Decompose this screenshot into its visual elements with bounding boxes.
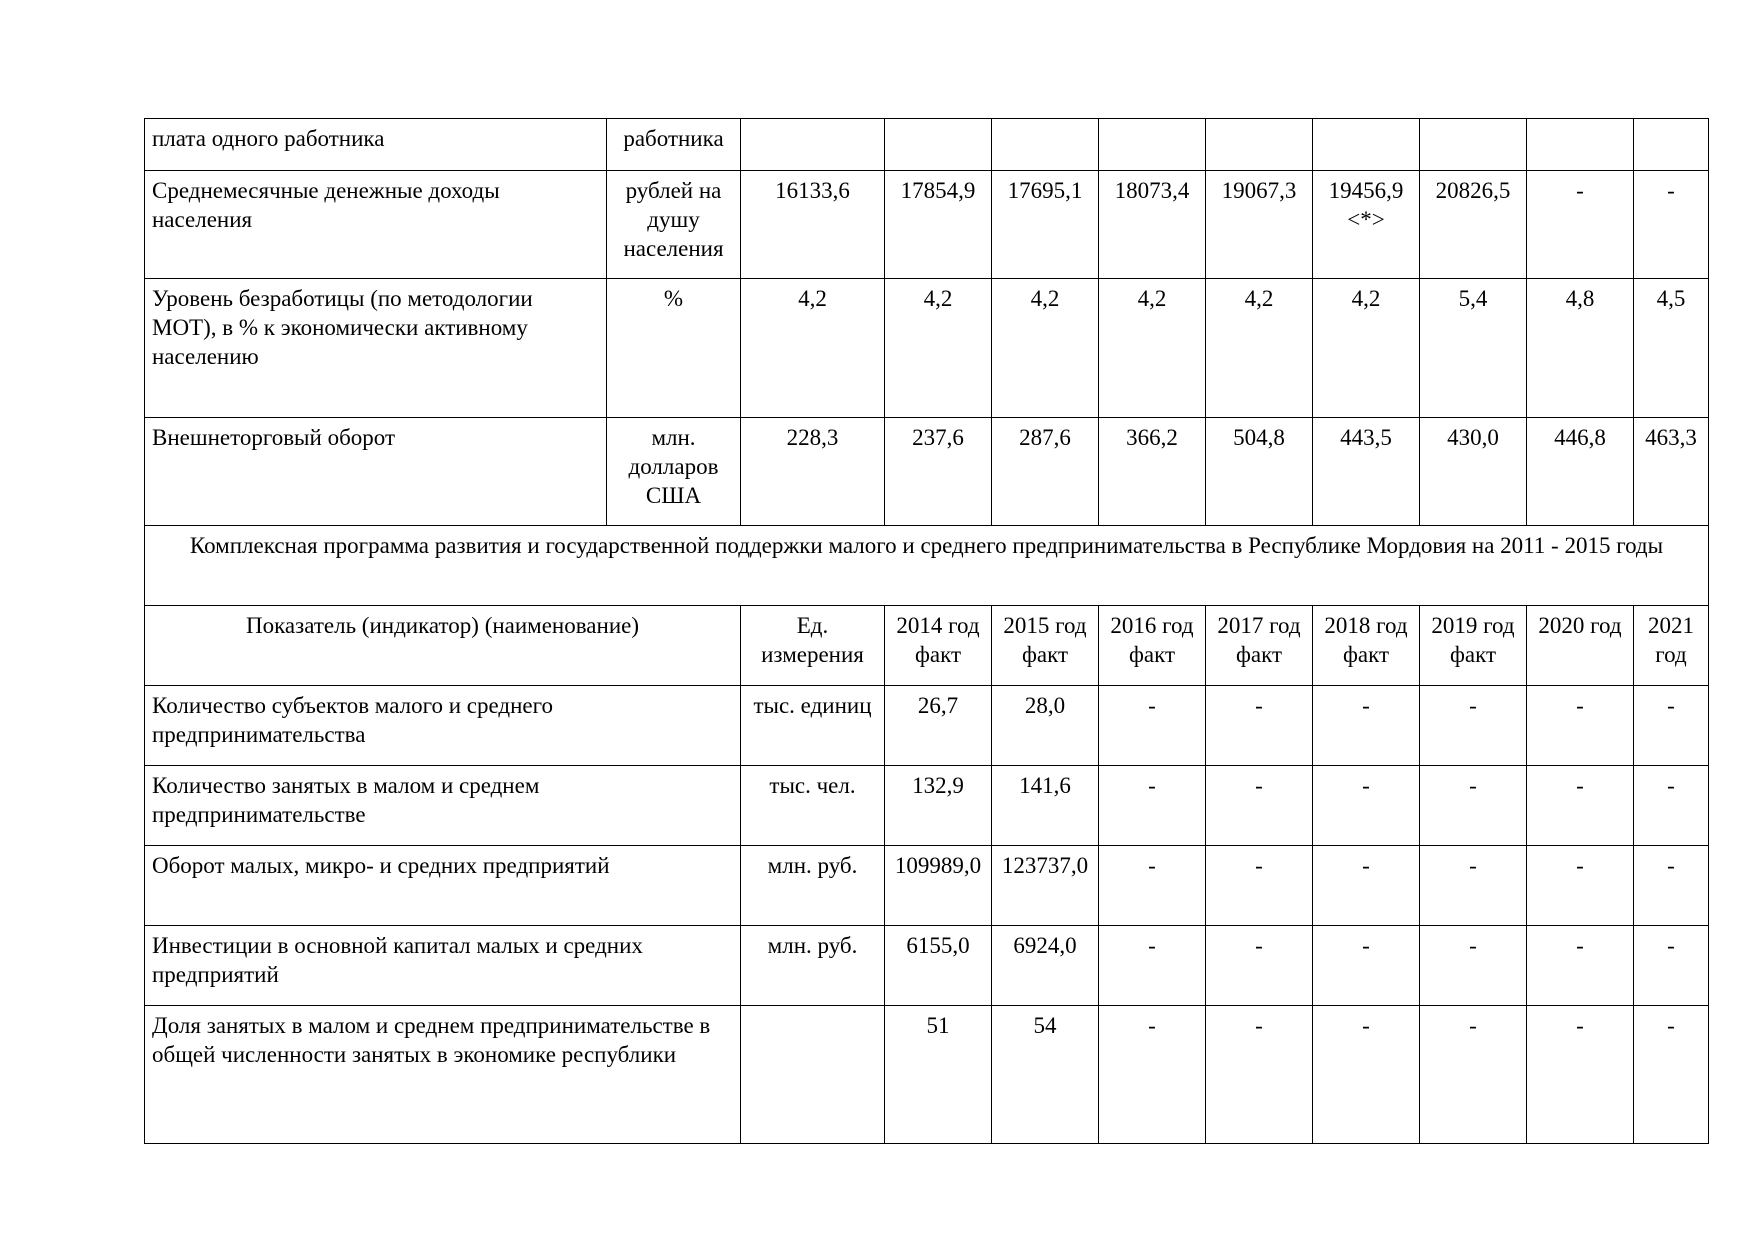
value-cell: 19067,3 — [1206, 171, 1313, 279]
header-year: 2021 год — [1634, 606, 1709, 686]
table-row — [145, 766, 1709, 846]
section-title: Комплексная программа развития и государственной поддержки малого и среднего предпринимательства в Республике Мордовия на 2011 - 2015 годы — [145, 526, 1709, 606]
unit-cell: рублей на душу населения — [607, 171, 741, 279]
unit-cell: млн. руб. — [741, 846, 885, 926]
header-year: 2015 год факт — [992, 606, 1099, 686]
value-cell: - — [1099, 686, 1206, 766]
unit-cell: % — [607, 279, 741, 418]
unit-cell: млн. долларов США — [607, 418, 741, 526]
value-cell — [1206, 119, 1313, 171]
value-cell: 237,6 — [885, 418, 992, 526]
value-cell: 430,0 — [1420, 418, 1527, 526]
indicator-name: Доля занятых в малом и среднем предпринимательстве в общей численности занятых в экономике республики — [145, 1006, 741, 1144]
value-cell: 109989,0 — [885, 846, 992, 926]
table-row — [145, 119, 1709, 171]
value-cell: - — [1099, 846, 1206, 926]
value-cell: 20826,5 — [1420, 171, 1527, 279]
table-row — [145, 171, 1709, 279]
value-cell: - — [1420, 686, 1527, 766]
value-cell: 446,8 — [1527, 418, 1634, 526]
value-cell: - — [1099, 766, 1206, 846]
value-cell: 51 — [885, 1006, 992, 1144]
value-cell: - — [1313, 846, 1420, 926]
value-cell: 287,6 — [992, 418, 1099, 526]
indicator-name: Количество субъектов малого и среднего предпринимательства — [145, 686, 741, 766]
indicator-name: плата одного работника — [145, 119, 607, 171]
table-row — [145, 1006, 1709, 1144]
value-cell: 228,3 — [741, 418, 885, 526]
value-cell: - — [1313, 1006, 1420, 1144]
value-cell: 463,3 — [1634, 418, 1709, 526]
indicator-name: Количество занятых в малом и среднем предпринимательстве — [145, 766, 741, 846]
value-cell: 6155,0 — [885, 926, 992, 1006]
value-cell: 4,2 — [1313, 279, 1420, 418]
value-cell — [1634, 119, 1709, 171]
indicator-name: Внешнеторговый оборот — [145, 418, 607, 526]
header-year: 2019 год факт — [1420, 606, 1527, 686]
value-cell: 16133,6 — [741, 171, 885, 279]
value-cell: - — [1206, 766, 1313, 846]
header-row — [145, 606, 1709, 686]
value-cell: - — [1099, 1006, 1206, 1144]
value-cell: 4,2 — [1099, 279, 1206, 418]
value-cell: 5,4 — [1420, 279, 1527, 418]
value-cell: - — [1420, 846, 1527, 926]
indicator-name: Инвестиции в основной капитал малых и средних предприятий — [145, 926, 741, 1006]
indicators-table — [144, 118, 1709, 1144]
value-cell: 123737,0 — [992, 846, 1099, 926]
value-cell: - — [1420, 1006, 1527, 1144]
value-cell — [1099, 119, 1206, 171]
value-cell — [885, 119, 992, 171]
value-cell: - — [1206, 686, 1313, 766]
header-year: 2017 год факт — [1206, 606, 1313, 686]
value-cell — [1527, 119, 1634, 171]
value-cell: 4,2 — [885, 279, 992, 418]
value-cell: 6924,0 — [992, 926, 1099, 1006]
value-cell: - — [1634, 926, 1709, 1006]
value-cell — [741, 119, 885, 171]
header-year: 2018 год факт — [1313, 606, 1420, 686]
value-cell: 18073,4 — [1099, 171, 1206, 279]
table-row — [145, 418, 1709, 526]
unit-cell: млн. руб. — [741, 926, 885, 1006]
unit-cell: тыс. чел. — [741, 766, 885, 846]
header-year: 2014 год факт — [885, 606, 992, 686]
value-cell: 19456,9 <*> — [1313, 171, 1420, 279]
table-row — [145, 686, 1709, 766]
table-row — [145, 926, 1709, 1006]
value-cell: - — [1099, 926, 1206, 1006]
value-cell: 366,2 — [1099, 418, 1206, 526]
value-cell: 4,2 — [1206, 279, 1313, 418]
unit-cell — [741, 1006, 885, 1144]
value-cell: - — [1420, 926, 1527, 1006]
value-cell: - — [1527, 686, 1634, 766]
section-row — [145, 526, 1709, 606]
value-cell: - — [1420, 766, 1527, 846]
value-cell: 17854,9 — [885, 171, 992, 279]
value-cell — [1313, 119, 1420, 171]
value-cell: - — [1634, 1006, 1709, 1144]
value-cell: 132,9 — [885, 766, 992, 846]
header-year: 2016 год факт — [1099, 606, 1206, 686]
indicator-name: Оборот малых, микро- и средних предприятий — [145, 846, 741, 926]
value-cell — [992, 119, 1099, 171]
value-cell: - — [1634, 686, 1709, 766]
value-cell: 443,5 — [1313, 418, 1420, 526]
value-cell: 4,5 — [1634, 279, 1709, 418]
value-cell: - — [1206, 846, 1313, 926]
value-cell: 4,2 — [992, 279, 1099, 418]
table-row — [145, 279, 1709, 418]
value-cell: 4,8 — [1527, 279, 1634, 418]
header-unit: Ед. измерения — [741, 606, 885, 686]
header-indicator: Показатель (индикатор) (наименование) — [145, 606, 741, 686]
value-cell: 4,2 — [741, 279, 885, 418]
value-cell: - — [1527, 171, 1634, 279]
value-cell: - — [1527, 1006, 1634, 1144]
value-cell: - — [1634, 171, 1709, 279]
value-cell: - — [1527, 846, 1634, 926]
value-cell: 28,0 — [992, 686, 1099, 766]
value-cell: - — [1527, 926, 1634, 1006]
value-cell: 54 — [992, 1006, 1099, 1144]
header-year: 2020 год — [1527, 606, 1634, 686]
indicator-name: Уровень безработицы (по методологии МОТ), в % к экономически активному населению — [145, 279, 607, 418]
value-cell: - — [1313, 926, 1420, 1006]
value-cell — [1420, 119, 1527, 171]
value-cell: - — [1313, 686, 1420, 766]
table-row — [145, 846, 1709, 926]
value-cell: - — [1206, 1006, 1313, 1144]
value-cell: 17695,1 — [992, 171, 1099, 279]
value-cell: - — [1634, 766, 1709, 846]
value-cell: 504,8 — [1206, 418, 1313, 526]
value-cell: - — [1634, 846, 1709, 926]
value-cell: - — [1527, 766, 1634, 846]
unit-cell: тыс. единиц — [741, 686, 885, 766]
indicator-name: Среднемесячные денежные доходы населения — [145, 171, 607, 279]
value-cell: - — [1206, 926, 1313, 1006]
value-cell: - — [1313, 766, 1420, 846]
value-cell: 141,6 — [992, 766, 1099, 846]
unit-cell: работника — [607, 119, 741, 171]
value-cell: 26,7 — [885, 686, 992, 766]
